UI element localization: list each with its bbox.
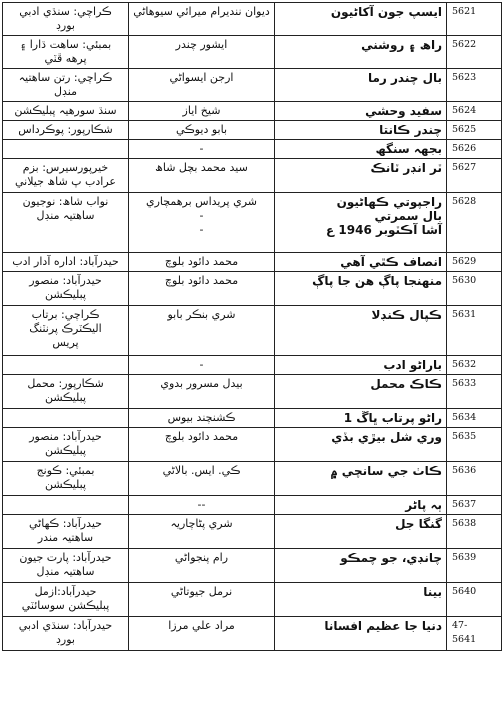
title-cell-line: راھ ۽ روشني [361,38,442,52]
title-cell-line: راڻو پرتاب ڀاڱ 1 [343,411,442,425]
table-row [3,583,502,617]
publisher-cell-line: ڪراچي: سنڌي ادبي [19,5,112,18]
author-cell [129,617,275,651]
author-cell [129,121,275,140]
author-cell [129,515,275,549]
entry-number-cell: 5626 [447,140,502,159]
entry-number-cell: 5622 [447,36,502,69]
title-cell [275,253,447,272]
title-cell [275,462,447,496]
entry-number-cell: 5621 [447,3,502,36]
entry-number-cell: 5624 [447,102,502,121]
table-row [3,409,502,428]
publisher-cell-line: ساهتيہ مندر [37,531,94,544]
title-cell [275,617,447,651]
publisher-cell [3,253,129,272]
entry-number-cell: 5630 [447,272,502,306]
publisher-cell [3,428,129,462]
publisher-cell [3,36,129,69]
author-cell-line: بيدل مسرور بدوي [160,377,243,390]
table-row [3,3,502,36]
author-cell-line: - [199,142,204,155]
entry-number-cell: 5634 [447,409,502,428]
title-cell [275,140,447,159]
title-cell [275,272,447,306]
publisher-cell-line: ڪراچي: رتن ساهتيہ [18,71,113,84]
author-cell-line: شري بنڪر بابو [167,308,236,321]
author-cell-line: محمد دائود بلوچ [164,255,239,268]
publisher-cell [3,140,129,159]
entry-number-cell: 5632 [447,356,502,375]
publisher-cell-line: پرهه ڦٽي [44,52,87,65]
author-cell [129,356,275,375]
publisher-cell [3,102,129,121]
publisher-cell-line: پبليڪشن [44,444,87,457]
author-cell [129,36,275,69]
publisher-cell [3,583,129,617]
entry-number-cell: 5637 [447,496,502,515]
publisher-cell-line: نواب شاھ: نوجيون [22,195,109,208]
table-row [3,193,502,253]
author-cell [129,428,275,462]
table-row [3,102,502,121]
title-cell [275,356,447,375]
entry-number-cell: 5638 [447,515,502,549]
entry-number-cell: 5636 [447,462,502,496]
author-cell [129,409,275,428]
title-cell-line: باراڻو ادب [383,358,442,372]
title-cell-line: ڪاٺ جي سانچي ۾ [330,464,442,478]
publisher-cell-line: اليڪٽرڪ پرنٽنگ [29,322,102,335]
author-cell-line: - [199,209,204,222]
publisher-cell [3,549,129,583]
entry-number-cell: 47- 5641 [447,617,502,651]
author-cell [129,69,275,102]
title-cell [275,121,447,140]
publisher-cell [3,272,129,306]
title-cell-line: چانڊي، جو چمڪو [340,551,442,565]
title-cell [275,69,447,102]
title-cell-line: بجهہ سنگھ [375,142,442,156]
publisher-cell [3,617,129,651]
title-cell [275,306,447,356]
table-row [3,428,502,462]
publisher-cell-line: شڪارپور: پوڪرداس [18,123,113,136]
publisher-cell-line: پريس [52,336,79,349]
table-row [3,253,502,272]
author-cell-line: نرمل جيوتاڻي [170,585,233,598]
entry-number-cell: 5635 [447,428,502,462]
author-cell-line: - [199,223,204,236]
title-cell [275,102,447,121]
publisher-cell [3,462,129,496]
publisher-cell [3,159,129,193]
title-cell [275,496,447,515]
author-cell [129,462,275,496]
publisher-cell-line: عرادب پ شاھ جيلاني [15,175,116,188]
table-row [3,69,502,102]
title-cell [275,583,447,617]
title-cell-line: بال چندر رما [367,71,442,85]
entry-number-cell: 5640 [447,583,502,617]
title-cell-line: آشا آڪٽوبر 1946 ع [326,223,442,237]
entry-number-cell: 5629 [447,253,502,272]
title-cell [275,36,447,69]
title-cell [275,409,447,428]
publisher-cell-line: منڊل [54,85,77,98]
catalog-table [2,2,502,651]
title-cell [275,428,447,462]
author-cell [129,583,275,617]
publisher-cell [3,193,129,253]
catalog-rows [3,3,502,651]
table-row [3,272,502,306]
publisher-cell-line: ساهتيہ منڊل [36,209,95,222]
publisher-cell-line: پبليڪشن [44,288,87,301]
author-cell [129,159,275,193]
author-cell-line: شري پڻاچاريہ [170,517,233,530]
author-cell-line: محمد دائود بلوچ [164,274,239,287]
publisher-cell-line: بمبئي: ڪونج [36,464,95,477]
publisher-cell [3,496,129,515]
publisher-cell-line: ساهتيہ منڊل [36,565,95,578]
title-cell-line: وري شل بيڙي بڏي [331,430,442,444]
author-cell-line: ارجن ايسواڻي [169,71,234,84]
author-cell-line: شري پريداس برهمچاري [145,195,257,208]
entry-number-cell: 5625 [447,121,502,140]
publisher-cell-line: ڪراچي: برتاب [31,308,100,321]
title-cell-line: بال سمرتي [374,209,442,223]
author-cell-line: ڪشنچند بيوس [167,411,236,424]
title-cell [275,375,447,409]
title-cell-line: چندر ڪانتا [379,123,442,137]
publisher-cell [3,375,129,409]
entry-number-cell: 5627 [447,159,502,193]
author-cell [129,140,275,159]
publisher-cell-line: بمبئي: ساهت ڌارا ۽ [19,38,112,51]
publisher-cell-line: حيدرآباد: پارت جيون [19,551,112,564]
author-cell [129,272,275,306]
title-cell-line: بينا [423,585,442,599]
author-cell-line: - [199,358,204,371]
title-cell-line: انصاف ڪٿي آهي [340,255,442,269]
author-cell [129,306,275,356]
title-cell-line: منهنجا پاڳ هن جا پاڳ [312,274,442,288]
publisher-cell [3,69,129,102]
table-row [3,306,502,356]
publisher-cell-line: پبليڪشن [44,478,87,491]
author-cell-line: -- [197,498,206,511]
title-cell-line: گنگا جل [395,517,442,531]
table-row [3,121,502,140]
entry-number-cell: 5623 [447,69,502,102]
publisher-cell [3,3,129,36]
author-cell-line: مراد علي مرزا [168,619,235,632]
publisher-cell-line: بورڊ [56,633,75,646]
author-cell-line: ڪي. ايس. بالاڻي [162,464,241,477]
publisher-cell-line: بورڊ [56,19,75,32]
title-cell-line: ٻہ پاڻر [405,498,442,512]
table-row [3,549,502,583]
table-row [3,36,502,69]
publisher-cell-line: پبليڪشن سوسائٽي [21,599,110,612]
author-cell-line: شيخ اياز [182,104,221,117]
publisher-cell [3,356,129,375]
title-cell-line: ڪاڪ محمل [370,377,442,391]
author-cell-line: سيد محمد بچل شاھ [155,161,248,174]
publisher-cell-line: حيدرآباد: ڪهاڻي [29,517,102,530]
table-row [3,159,502,193]
author-cell-line: ايشور چندر [175,38,228,51]
table-row [3,617,502,651]
table-row [3,462,502,496]
entry-number-cell: 5639 [447,549,502,583]
publisher-cell-line: حيدرآباد: سنڌي ادبي [18,619,113,632]
author-cell [129,193,275,253]
publisher-cell [3,121,129,140]
entry-number-cell: 5633 [447,375,502,409]
author-cell [129,102,275,121]
publisher-cell-line: حيدرآباد: اداره آدار ادب [12,255,119,268]
entry-number-cell: 5628 [447,193,502,253]
author-cell-line: محمد دائود بلوچ [164,430,239,443]
title-cell [275,193,447,253]
publisher-cell-line: خيرپورسيرس: بزم [22,161,109,174]
table-row [3,356,502,375]
publisher-cell-line: حيدرآباد: منصور [29,430,102,443]
author-cell [129,253,275,272]
title-cell-line: راجپوتي ڪهاڻيون [336,195,442,209]
publisher-cell-line: سنڌ سورهيہ پبليڪشن [14,104,117,117]
title-cell-line: دنيا جا عظيم افسانا [324,619,442,633]
entry-number-cell: 5631 [447,306,502,356]
publisher-cell-line: پبليڪشن [44,391,87,404]
table-row [3,375,502,409]
publisher-cell-line: حيدرآباد:ازمل [34,585,97,598]
table-row [3,496,502,515]
table-row [3,515,502,549]
title-cell [275,515,447,549]
author-cell-line: بابو ديوڪي [175,123,227,136]
publisher-cell-line: حيدرآباد: منصور [29,274,102,287]
title-cell [275,159,447,193]
author-cell [129,3,275,36]
title-cell-line: سفيد وحشي [365,104,442,118]
publisher-cell [3,515,129,549]
author-cell-line: ديوان ننديرام ميرائي سيوهاڻي [133,5,270,18]
publisher-cell [3,409,129,428]
publisher-cell [3,306,129,356]
title-cell-line: ايسپ جون آکاڻيون [330,5,442,19]
table-row [3,140,502,159]
title-cell [275,3,447,36]
author-cell [129,496,275,515]
title-cell [275,549,447,583]
title-cell-line: ٽر انڊر ٽانڪ [370,161,442,175]
author-cell [129,375,275,409]
author-cell-line: رام پنجواڻي [174,551,229,564]
title-cell-line: ڪپال ڪنڊلا [371,308,442,322]
publisher-cell-line: شڪارپور: محمل [27,377,104,390]
author-cell [129,549,275,583]
